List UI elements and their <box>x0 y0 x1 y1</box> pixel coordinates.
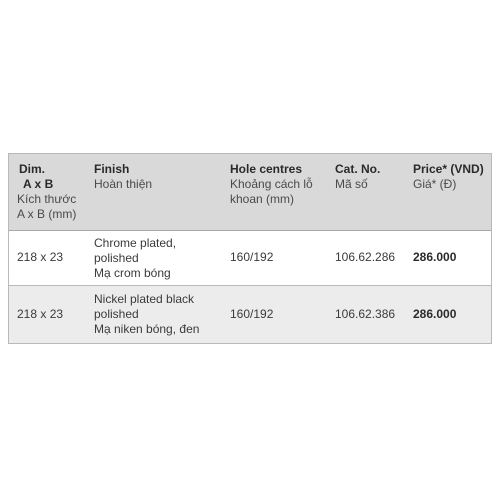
row-dim: 218 x 23 <box>17 307 64 321</box>
row-finish-line: Mạ niken bóng, đen <box>94 322 200 336</box>
table-row <box>9 231 491 286</box>
row-hole-centres: 160/192 <box>230 307 274 321</box>
header-price <box>413 162 484 192</box>
header-cat-sub: Mã số <box>335 177 368 191</box>
row-finish <box>94 236 176 281</box>
row-finish-line: Nickel plated black <box>94 292 195 306</box>
product-table <box>8 153 492 344</box>
row-finish <box>94 292 199 337</box>
header-hole-label: Hole centres <box>230 162 303 176</box>
header-cat-label: Cat. No. <box>335 162 381 176</box>
row-finish-line: Chrome plated, <box>94 236 177 250</box>
row-hole-centres: 160/192 <box>230 250 274 264</box>
header-hole-centres <box>230 162 313 207</box>
row-finish-line: polished <box>94 307 139 321</box>
row-dim: 218 x 23 <box>17 250 64 264</box>
header-cat-no <box>335 162 380 192</box>
header-finish-sub: Hoàn thiện <box>94 177 153 191</box>
header-hole-sub: khoan (mm) <box>230 192 295 206</box>
header-finish-label: Finish <box>94 162 130 176</box>
header-hole-sub: Khoảng cách lỗ <box>230 177 313 191</box>
header-price-label: Price* (VND) <box>413 162 484 176</box>
header-finish <box>94 162 152 192</box>
header-dim-sub: A x B (mm) <box>17 207 77 221</box>
header-dim-sub: Kích thước <box>17 192 77 206</box>
header-dim-label: Dim. <box>19 162 46 176</box>
header-dim <box>17 162 76 222</box>
row-price: 286.000 <box>413 307 457 321</box>
table-row <box>9 286 491 343</box>
table-header <box>9 154 491 231</box>
header-dim-label: A x B <box>23 177 54 191</box>
row-cat-no: 106.62.386 <box>335 307 396 321</box>
row-price: 286.000 <box>413 250 457 264</box>
row-finish-line: polished <box>94 251 139 265</box>
row-cat-no: 106.62.286 <box>335 250 396 264</box>
row-finish-line: Mạ crom bóng <box>94 266 171 280</box>
header-price-sub: Giá* (Đ) <box>413 177 457 191</box>
